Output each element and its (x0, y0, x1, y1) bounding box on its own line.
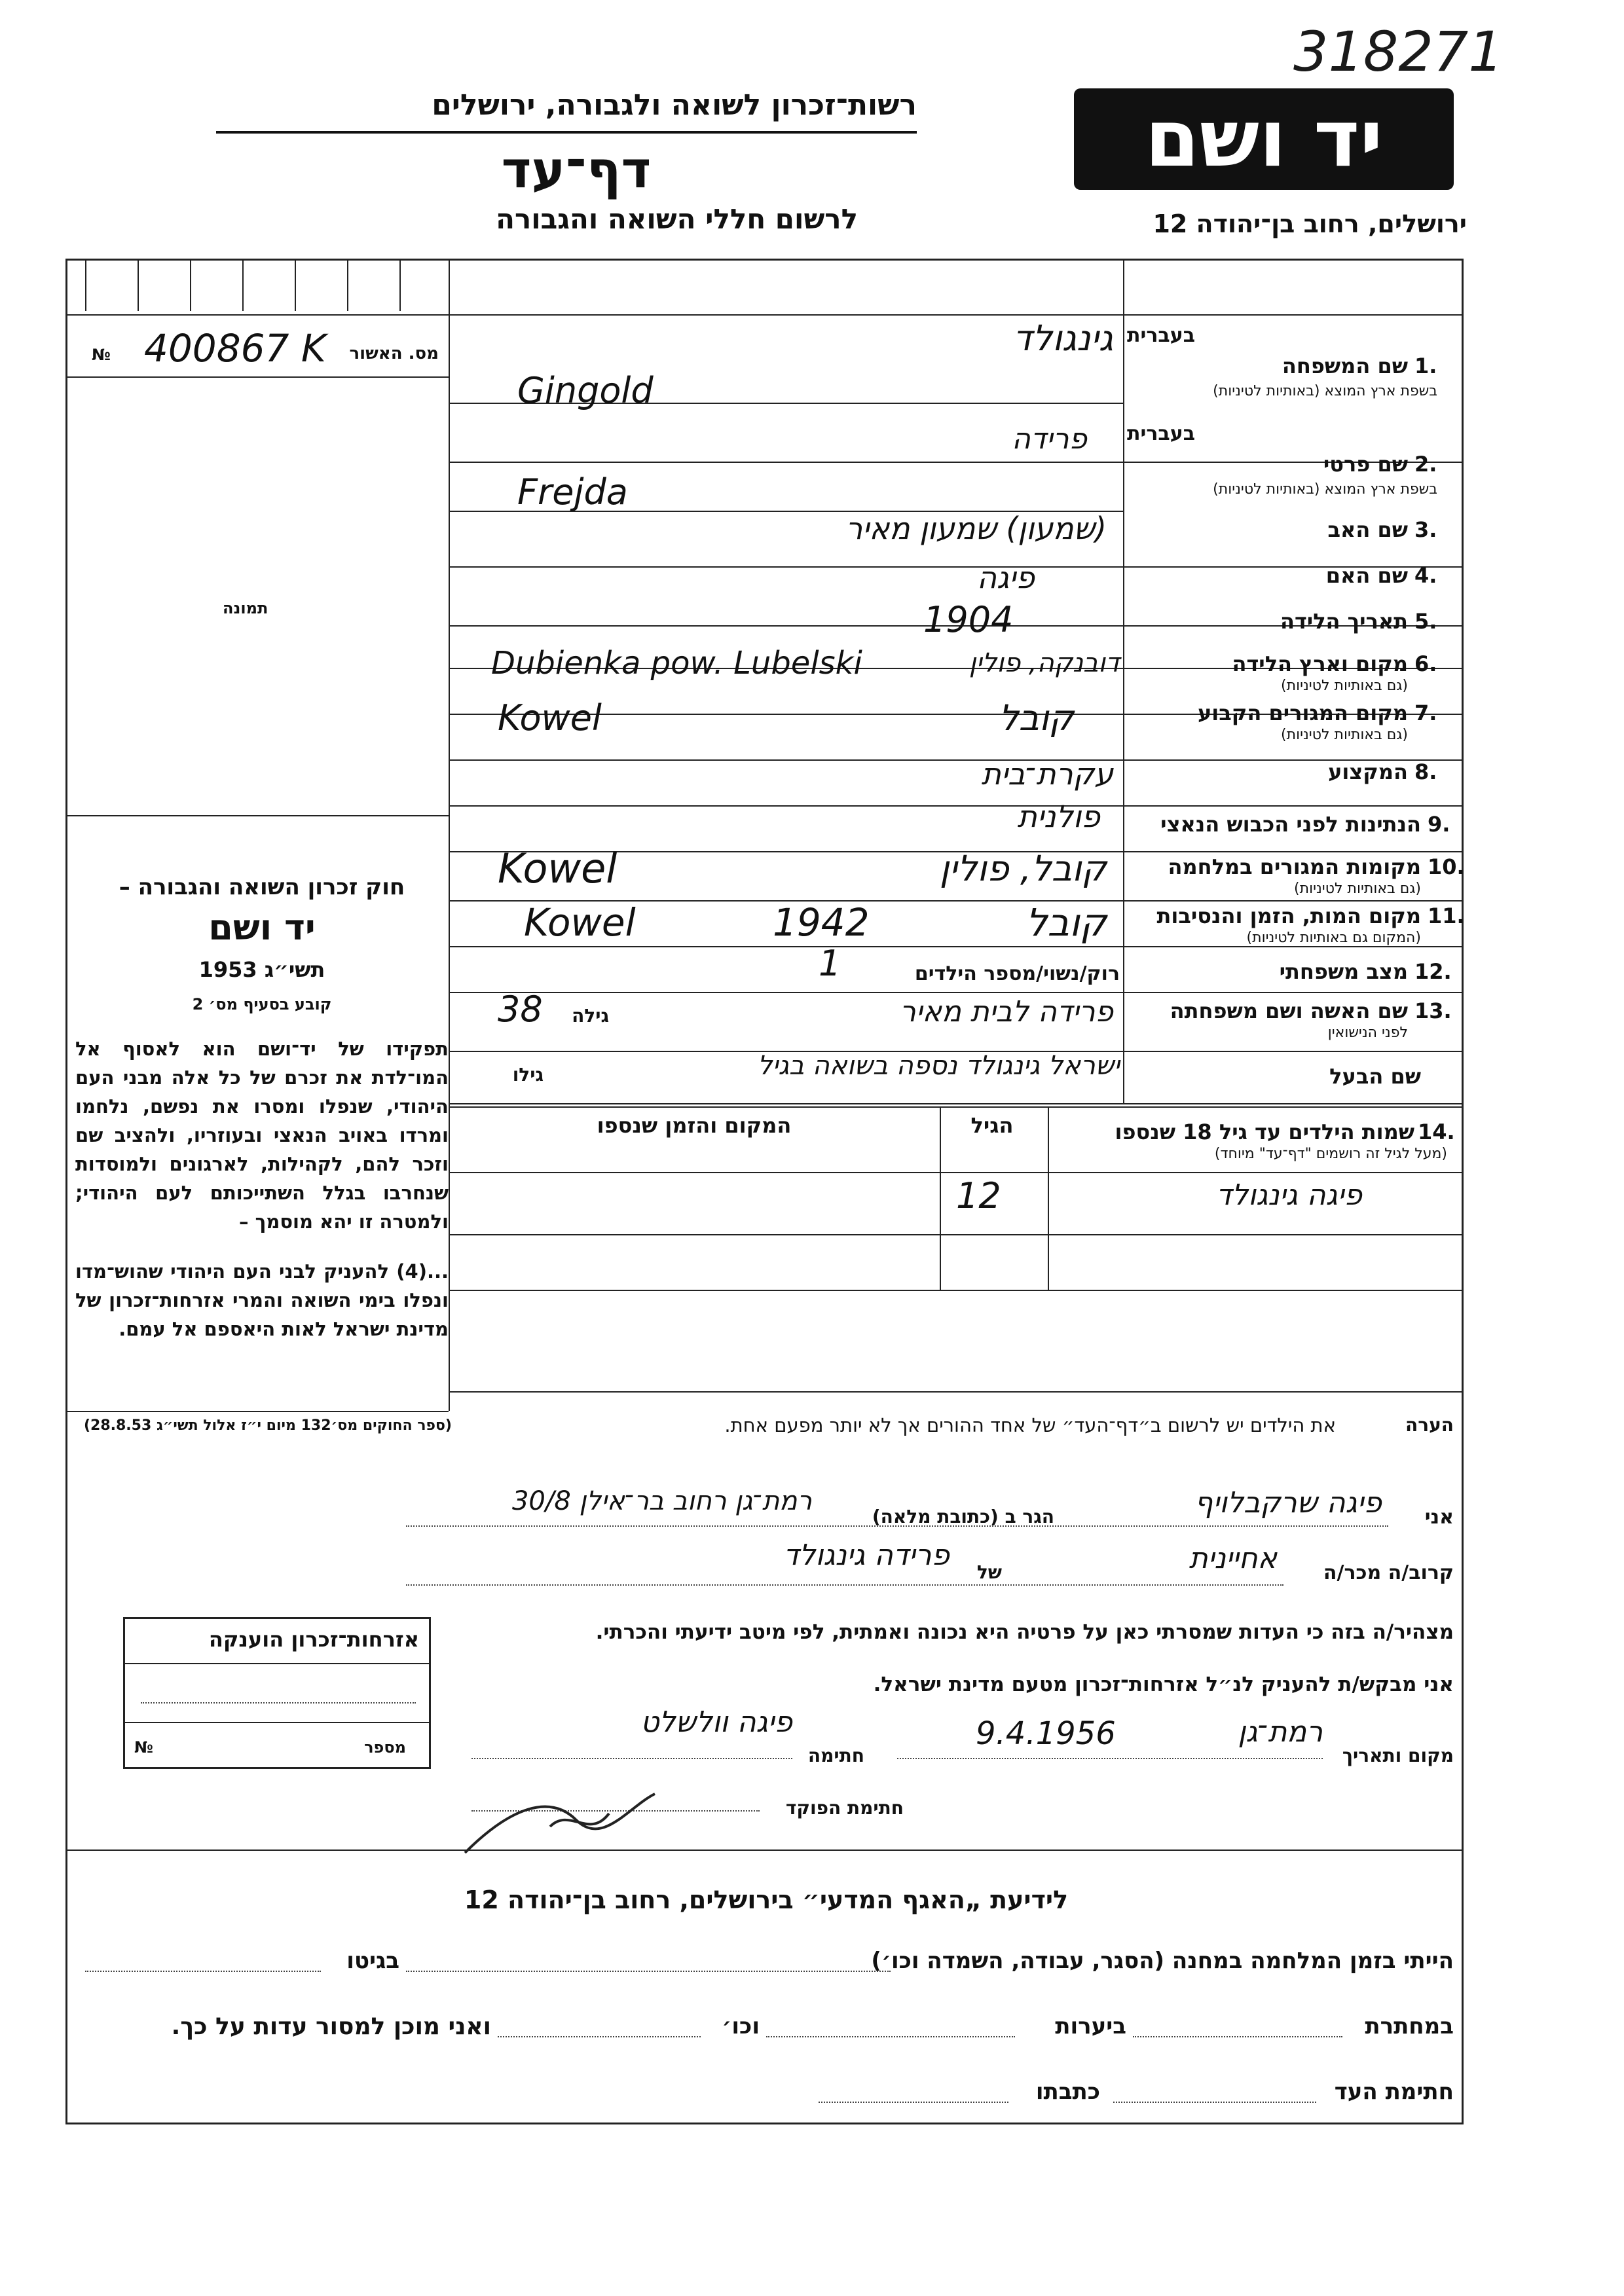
law-clause: קובע בסעיף מס׳ 2 (192, 995, 332, 1013)
law-title: חוק זכרון השואה והגבורה – (119, 874, 405, 900)
signature-label: חתימה (807, 1745, 864, 1766)
field-6-label: מקום וארץ הלידה (1232, 651, 1408, 676)
law-text: תפקידו של יד־ושם הוא לאסוף אל המו־לדת את זכרם של כל אלה מבני העם היהודי, שנפלו ומסרו את נפשם, נלחמו ומרדו באויב הנאצי ובעוזריו, ולהציב שם וזכר להם, לקהילות, לארגונים ולמוסדות שנחרבו בגלל השתייכותם לעם היהודי; ולמטרה זו יהא מוסמך – (75, 1038, 449, 1233)
decl-dots (406, 1584, 1283, 1586)
field-8-label: המקצוע (1328, 759, 1408, 784)
memorial-dots (141, 1702, 416, 1704)
note-label: הערה (1405, 1414, 1454, 1436)
field-10-sub: (גם באותיות לטיניות) (1294, 881, 1421, 897)
tick (295, 259, 296, 311)
footer-etc-label: וכו׳ (722, 2013, 760, 2039)
field-7-num: 7. (1414, 701, 1437, 725)
footer-title: לידיעת „האגף המדעי״ בירושלים, רחוב בן־יהודה 12 (464, 1886, 1069, 1914)
children-top-line (449, 1106, 1464, 1108)
declarant-name[interactable]: פיגה שרקבלויף (1194, 1486, 1382, 1520)
law-bottom-line (65, 1411, 449, 1412)
top-strip-line (65, 314, 1464, 316)
footer-forest-label: ביערות (1055, 2013, 1126, 2039)
children-age-header: הגיל (970, 1113, 1014, 1138)
field-11-label: מקום המות, הזמן והנסיבות (1156, 903, 1421, 928)
field-2-lang: בעברית (1127, 422, 1195, 445)
children-row-line (449, 1290, 1464, 1291)
death-place-hebrew[interactable]: קובל (1025, 900, 1107, 945)
law-year: תשי״ג 1953 (198, 957, 325, 982)
footer-forest-dots (766, 2036, 1015, 2037)
officer-signature-scribble (458, 1768, 694, 1872)
decl-dots (406, 1525, 1388, 1527)
field-13-label: שם האשה ושם משפחתה (1170, 998, 1408, 1023)
place-value[interactable]: רמת־גן (1238, 1715, 1323, 1749)
field-3-num: 3. (1414, 517, 1437, 542)
field-4-num: 4. (1414, 563, 1437, 588)
field-13-num: 13. (1414, 998, 1452, 1023)
footer-testimony: ואני מוכן למסור עדות על כך. (171, 2013, 491, 2040)
footer-underground-label: במחתרת (1365, 2013, 1454, 2039)
birth-place-hebrew[interactable]: דובנקה, פולין (969, 648, 1120, 678)
tick (399, 259, 401, 311)
approval-no-sign: № (92, 346, 111, 364)
tick (347, 259, 348, 311)
decl-request: אני מבקש/ת להעניק לנ״ל אזרחות־זכרון מטעם מדינת ישראל. (873, 1673, 1454, 1696)
label-divider (1123, 259, 1124, 1103)
children-count[interactable]: 1 (819, 943, 841, 984)
child-1-name[interactable]: פיגה גינגולד (1216, 1178, 1362, 1212)
approval-label: מס. האשור (349, 344, 439, 363)
field-9-label: הנתינות לפני הכבוש הנאצי (1160, 812, 1421, 837)
footer-etc-dots (498, 2036, 701, 2037)
decl-i: אני (1424, 1506, 1454, 1529)
footer-camp-label: הייתי בזמן המלחמה במחנה (הסגר, עבודה, השמדה וכו׳) (871, 1948, 1454, 1974)
wife-maiden-name[interactable]: פרידה לבית מאיר (899, 995, 1113, 1029)
footer-underground-dots (1133, 2036, 1342, 2037)
field-10-num: 10. (1428, 854, 1465, 879)
field-11-sub: (המקום גם באותיות לטיניות) (1246, 930, 1421, 946)
footer-ghetto-label: בגיטו (346, 1948, 399, 1974)
tick (85, 259, 86, 311)
field-12-label: מצב משפחתי (1279, 959, 1408, 984)
memorial-mid-line (123, 1722, 431, 1723)
decl-of: של (976, 1561, 1002, 1583)
field-7-label: מקום המגורים הקבוע (1197, 701, 1408, 725)
field-2-num: 2. (1414, 452, 1437, 477)
footer-witness-signature-label: חתימת העד (1334, 2079, 1454, 2105)
row-line (449, 946, 1464, 947)
tick (190, 259, 191, 311)
field-1-sub: בשפת ארץ המוצא (באותיות לטיניות) (1213, 383, 1437, 399)
children-row-line (449, 1172, 1464, 1173)
logo-text: יד ושם (1145, 94, 1383, 185)
decl-statement: מצהיר/ה בזה כי העדות שמסרתי כאן על פרטיה היא נכונה ואמתית, לפי מיטב ידיעתי והכרתי. (595, 1620, 1454, 1644)
child-1-age[interactable]: 12 (956, 1175, 1001, 1216)
tick (242, 259, 244, 311)
field-1-label: שם המשפחה (1282, 354, 1408, 378)
wife-age-label: גילה (572, 1005, 609, 1027)
photo-label: תמונה (223, 599, 268, 617)
wartime-residence-latin[interactable]: Kowel (498, 845, 618, 892)
approval-number[interactable]: 400867 K (144, 326, 326, 371)
field-4-label: שם האם (1325, 563, 1408, 588)
signature-dots (471, 1758, 792, 1759)
note-top-line (449, 1391, 1464, 1393)
archive-number: 318271 (1293, 20, 1504, 84)
field-6-sub: (גם באותיות לטיניות) (1281, 678, 1408, 694)
sidebar-divider (449, 259, 450, 1411)
children-label: שמות הילדים עד גיל 18 שנספו (1115, 1120, 1414, 1144)
children-col-line (1048, 1106, 1049, 1290)
birth-place-latin[interactable]: Dubienka pow. Lubelski (491, 645, 862, 682)
field-13-sub: לפני הנישואין (1327, 1025, 1408, 1041)
date-dots (897, 1758, 1323, 1759)
footer-camp-dots (406, 1971, 891, 1972)
row-line (449, 1103, 1464, 1104)
field-11-num: 11. (1428, 903, 1465, 928)
children-num: 14. (1418, 1120, 1455, 1144)
wartime-residence-hebrew[interactable]: קובל, פולין (939, 848, 1107, 889)
field-9-num: 9. (1428, 812, 1450, 837)
nationality[interactable]: פולנית (1017, 799, 1100, 834)
children-sub: (מעל לגיל זה רושמים "דף־עד" מיוחד) (1214, 1146, 1447, 1162)
birth-date[interactable]: 1904 (923, 599, 1014, 640)
husband-age-label: גילו (512, 1064, 544, 1085)
authority-name: רשות־זכרון לשואה ולגבורה, ירושלים (432, 88, 917, 122)
field-1-num: 1. (1414, 354, 1437, 378)
authority-address: ירושלים, רחוב בן־יהודה 12 (1153, 210, 1467, 238)
form-title: דף־עד (501, 141, 652, 200)
place-date-label: מקום ותאריך (1342, 1745, 1454, 1766)
declarant-address[interactable]: רמת־גן רחוב בר־אילן 30/8 (511, 1486, 812, 1516)
memorial-no-sign: № (134, 1738, 153, 1757)
residence-latin[interactable]: Kowel (498, 697, 602, 738)
law-text-2: ...(4) להעניק לבני העם היהודי שהוש־מדו ונפלו בימי השואה והמרי אזרחות־זכרון של מדינת ישראל לאות היאספם אל עמם. (75, 1260, 449, 1340)
date-value[interactable]: 9.4.1956 (976, 1715, 1116, 1752)
first-name-hebrew[interactable]: פרידה (1012, 422, 1087, 456)
field-2-label: שם פרטי (1323, 452, 1408, 477)
husband-label: שם הבעל (1329, 1064, 1421, 1089)
approval-line (65, 376, 449, 378)
law-name: יד ושם (208, 907, 316, 948)
law-citation: (ספר החוקים מס׳132 מיום י״ז אלול תשי״ג 28.8.53) (83, 1417, 452, 1434)
note-text: את הילדים יש לרשום ב״דף־העד״ של אחד ההורים אך לא יותר מפעם אחת. (724, 1414, 1336, 1436)
field-12-num: 12. (1414, 959, 1452, 984)
field-7-sub: (גם באותיות לטיניות) (1281, 727, 1408, 743)
death-place-latin[interactable]: Kowel (524, 900, 636, 945)
field-2-sub: בשפת ארץ המוצא (באותיות לטיניות) (1213, 481, 1437, 498)
family-name-hebrew[interactable]: גינגולד (1012, 318, 1113, 359)
memorial-title: אזרחות־זכרון הוענקה (208, 1627, 419, 1652)
decl-lives-at: הגר ב (כתובת מלאה) (872, 1506, 1054, 1527)
residence-hebrew[interactable]: קובל (999, 697, 1074, 738)
relation-value[interactable]: אחיינית (1189, 1542, 1277, 1575)
form-subtitle: לרשום חללי השואה והגבורה (496, 203, 858, 235)
death-year[interactable]: 1942 (773, 900, 870, 945)
field-6-num: 6. (1414, 651, 1437, 676)
footer-witness-dots (1113, 2102, 1316, 2103)
decl-relation-label: קרוב/ה מכר/ה (1323, 1561, 1454, 1584)
memorial-number-label: מספר (364, 1738, 406, 1757)
occupation[interactable]: עקרת־בית (981, 756, 1113, 792)
first-name-latin[interactable]: Frejda (517, 471, 628, 513)
husband-name[interactable]: ישראל גינגולד נספה בשואה בגיל (757, 1051, 1120, 1081)
children-col-line (940, 1106, 941, 1290)
wife-age[interactable]: 38 (498, 989, 543, 1030)
footer-address-dots (819, 2102, 1008, 2103)
memorial-title-line (123, 1663, 431, 1664)
field-8-num: 8. (1414, 759, 1437, 784)
signature-value[interactable]: פיגה וולשלט (640, 1705, 792, 1739)
row-line (449, 992, 1464, 993)
mother-name[interactable]: פיגה (976, 560, 1035, 595)
relation-of-name[interactable]: פרידה גינגולד (783, 1539, 950, 1572)
officer-label: חתימת הפוקד (785, 1797, 904, 1819)
children-place-header: המקום והזמן שנספו (597, 1113, 792, 1138)
field-1-lang: בעברית (1127, 324, 1195, 347)
tick (138, 259, 139, 311)
photo-bottom-line (65, 815, 449, 816)
field-5-label: תאריך הלידה (1280, 609, 1408, 634)
marital-options: רוק/נשוי/מספר הילדים (914, 962, 1120, 985)
field-3-label: שם האב (1327, 517, 1408, 542)
field-5-num: 5. (1414, 609, 1437, 634)
field-10-label: מקומות המגורים במלחמה (1168, 854, 1421, 879)
header-rule (216, 131, 917, 134)
family-name-latin[interactable]: Gingold (517, 370, 654, 411)
footer-address-label: כתבתו (1035, 2079, 1100, 2105)
children-row-line (449, 1234, 1464, 1235)
footer-top-line (65, 1850, 1464, 1851)
father-name[interactable]: (שמעון) שמעון מאיר (845, 511, 1107, 546)
footer-ghetto-dots (85, 1971, 321, 1972)
